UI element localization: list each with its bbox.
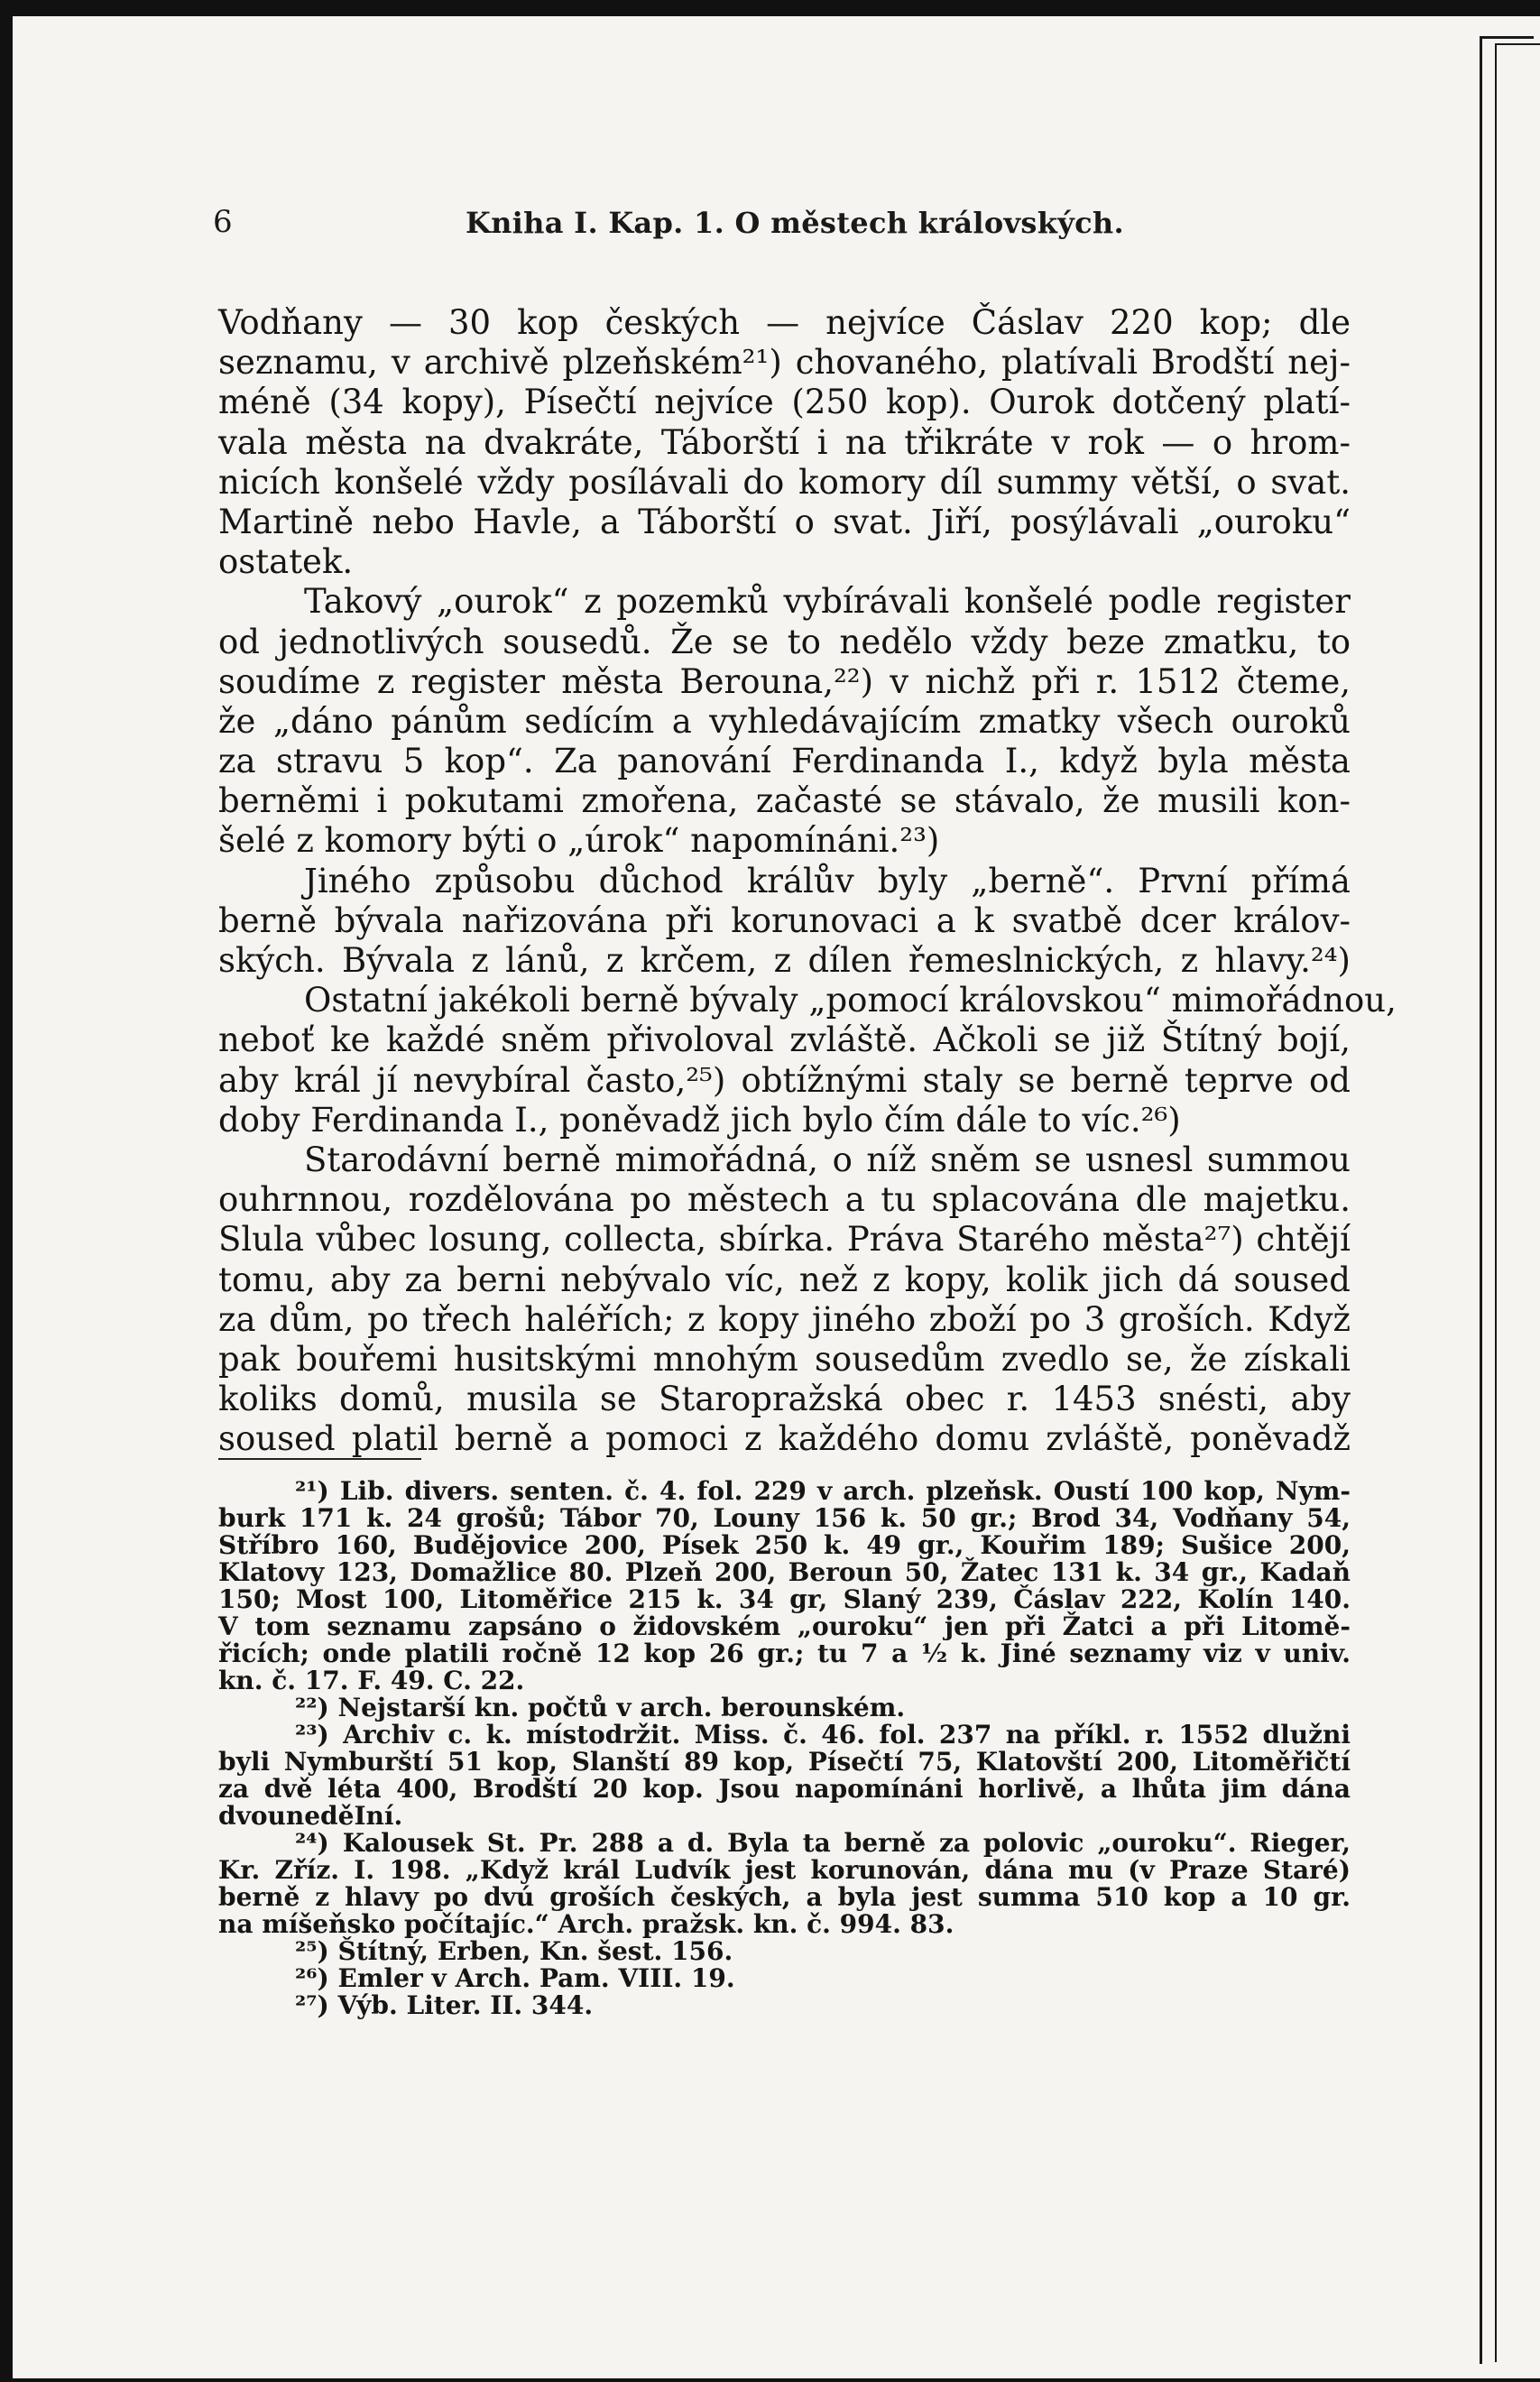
- footnote-line: V tom seznamu zapsáno o židovském „ouroku“ jen při Žatci a při Litomě-: [218, 1611, 1351, 1641]
- text-line: berněmi i pokutami zmořena, začasté se stávalo, že musili kon-: [218, 781, 1351, 821]
- text-line: vala města na dvakráte, Táborští i na třikráte v rok — o hrom-: [218, 422, 1351, 462]
- page-edge-line: [1480, 36, 1534, 39]
- book-page: [13, 16, 1540, 2378]
- page-edge-line: [1480, 36, 1482, 2364]
- footnote-line: ²⁶) Emler v Arch. Pam. VIII. 19.: [295, 1963, 735, 1993]
- footnote-line: ²⁷) Výb. Liter. II. 344.: [295, 1990, 594, 2020]
- text-line: doby Ferdinanda I., poněvadž jich bylo čím dále to víc.²⁶): [218, 1100, 1181, 1140]
- page-edge-line: [1495, 43, 1497, 2362]
- text-line: neboť ke každé sněm přivoloval zvláště. Ačkoli se již Štítný bojí,: [218, 1020, 1351, 1060]
- text-line: tomu, aby za berni nebývalo víc, než z kopy, kolik jich dá soused: [218, 1260, 1351, 1299]
- text-line: Martině nebo Havle, a Táborští o svat. Jiří, posýlávali „ouroku“: [218, 502, 1351, 541]
- text-line: za stravu 5 kop“. Za panování Ferdinanda I., když byla města: [218, 742, 1351, 781]
- text-line: nicích konšelé vždy posílávali do komory díl summy větší, o svat.: [218, 462, 1351, 502]
- footnote-line: berně z hlavy po dvú groších českých, a byla jest summa 510 kop a 10 gr.: [218, 1882, 1351, 1912]
- footnote-line: kn. č. 17. F. 49. C. 22.: [218, 1666, 525, 1695]
- page-number: 6: [213, 204, 233, 240]
- text-line: Ostatní jakékoli berně bývaly „pomocí královskou“ mimořádnou,: [304, 981, 1397, 1020]
- text-line: Takový „ourok“ z pozemků vybírávali konšelé podle register: [304, 582, 1351, 622]
- footnote-line: za dvě léta 400, Brodští 20 kop. Jsou napomínáni horlivě, a lhůta jim dána: [218, 1774, 1351, 1804]
- text-line: šelé z komory býti o „úrok“ napomínáni.²³): [218, 821, 940, 861]
- text-line: Vodňany — 30 kop českých — nejvíce Čáslav 220 kop; dle: [218, 303, 1351, 342]
- text-line: Slula vůbec losung, collecta, sbírka. Práva Starého města²⁷) chtějí: [218, 1220, 1351, 1260]
- text-line: pak bouřemi husitskými mnohým sousedům zvedlo se, že získali: [218, 1339, 1351, 1379]
- footnote-line: řicích; onde platili ročně 12 kop 26 gr.; tu 7 a ½ k. Jiné seznamy viz v univ.: [218, 1639, 1351, 1668]
- page-edge-line: [1495, 43, 1540, 45]
- text-line: od jednotlivých sousedů. Že se to nedělo vždy beze zmatku, to: [218, 622, 1351, 661]
- text-line: méně (34 kopy), Písečtí nejvíce (250 kop). Ourok dotčený platí-: [218, 383, 1351, 422]
- footnote-line: ²³) Archiv c. k. místodržit. Miss. č. 46. fol. 237 na příkl. r. 1552 dlužni: [295, 1720, 1351, 1750]
- footnote-line: na míšeňsko počítajíc.“ Arch. pražsk. kn. č. 994. 83.: [218, 1909, 954, 1939]
- text-line: ských. Bývala z lánů, z krčem, z dílen řemeslnických, z hlavy.²⁴): [218, 941, 1351, 980]
- footnote-line: ²⁴) Kalousek St. Pr. 288 a d. Byla ta berně za polovic „ouroku“. Rieger,: [295, 1828, 1351, 1858]
- text-line: koliks domů, musila se Staropražská obec r. 1453 snésti, aby: [218, 1380, 1351, 1419]
- text-line: berně bývala nařizována při korunovaci a k svatbě dcer králov-: [218, 900, 1351, 940]
- text-line: seznamu, v archivě plzeňském²¹) chovaného, platívali Brodští nej-: [218, 343, 1351, 383]
- footnote-line: byli Nymburští 51 kop, Slanští 89 kop, Písečtí 75, Klatovští 200, Litoměřičtí: [218, 1747, 1351, 1777]
- text-line: ouhrnnou, rozdělována po městech a tu splacována dle majetku.: [218, 1180, 1351, 1220]
- footnote-line: ²¹) Lib. divers. senten. č. 4. fol. 229 v arch. plzeňsk. Oustí 100 kop, Nym-: [295, 1476, 1351, 1506]
- text-line: že „dáno pánům sedícím a vyhledávajícím zmatky všech ouroků: [218, 701, 1351, 741]
- footnotes: [218, 1478, 1351, 2019]
- footnote-line: 150; Most 100, Litoměřice 215 k. 34 gr, Slaný 239, Čáslav 222, Kolín 140.: [218, 1584, 1351, 1614]
- text-line: soudíme z register města Berouna,²²) v nichž při r. 1512 čteme,: [218, 661, 1351, 701]
- footnote-line: burk 171 k. 24 grošů; Tábor 70, Louny 156 k. 50 gr.; Brod 34, Vodňany 54,: [218, 1503, 1351, 1533]
- body-text: [218, 303, 1397, 1459]
- footnote-line: ²²) Nejstarší kn. počtů v arch. berounském.: [295, 1693, 906, 1722]
- footnote-line: Stříbro 160, Budějovice 200, Písek 250 k. 49 gr., Kouřim 189; Sušice 200,: [218, 1530, 1351, 1560]
- running-title: Kniha I. Kap. 1. O městech královských.: [466, 206, 1124, 240]
- text-line: aby král jí nevybíral často,²⁵) obtížnými staly se berně teprve od: [218, 1060, 1351, 1100]
- text-line: soused platil berně a pomoci z každého domu zvláště, poněvadž: [218, 1419, 1351, 1459]
- text-line: ostatek.: [218, 542, 354, 582]
- footnote-line: dvouneděIní.: [218, 1801, 403, 1831]
- footnote-separator: [218, 1458, 421, 1460]
- text-line: Jiného způsobu důchod králův byly „berně“. První přímá: [304, 861, 1351, 900]
- footnote-line: Kr. Zříz. I. 198. „Když král Ludvík jest korunován, dána mu (v Praze Staré): [218, 1855, 1351, 1885]
- footnote-line: Klatovy 123, Domažlice 80. Plzeň 200, Beroun 50, Žatec 131 k. 34 gr., Kadaň: [218, 1557, 1351, 1587]
- text-line: za dům, po třech haléřích; z kopy jiného zboží po 3 groších. Když: [218, 1299, 1351, 1339]
- footnote-line: ²⁵) Štítný, Erben, Kn. šest. 156.: [295, 1936, 733, 1966]
- page-header: [213, 204, 1350, 249]
- text-line: Starodávní berně mimořádná, o níž sněm se usnesl summou: [304, 1140, 1351, 1179]
